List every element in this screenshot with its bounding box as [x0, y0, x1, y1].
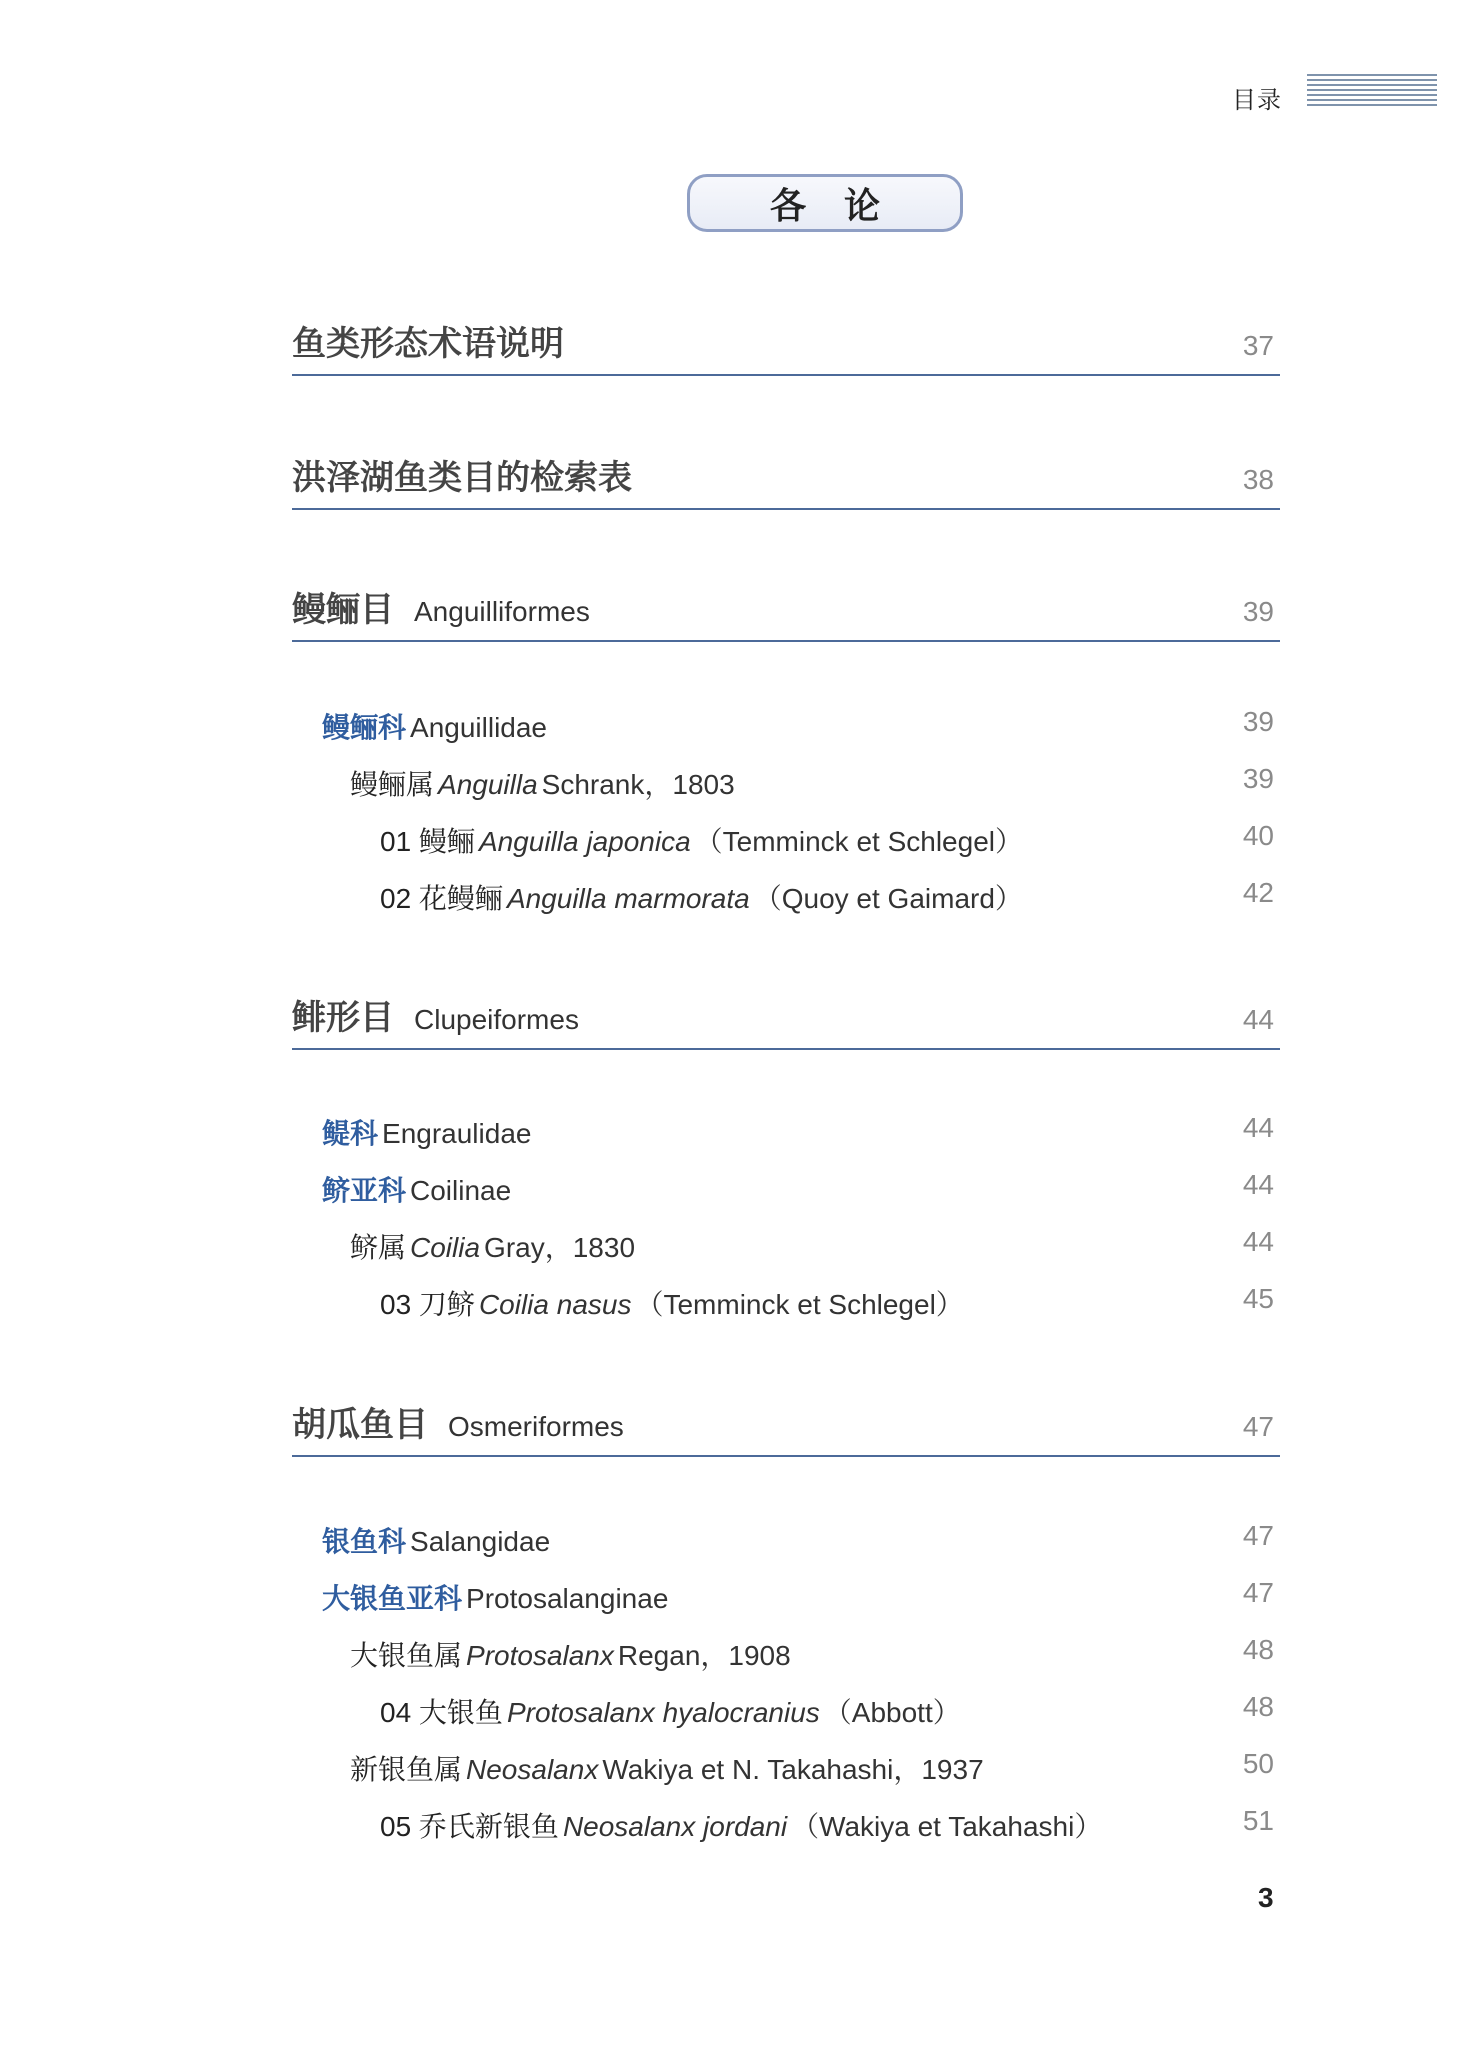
toc-entry-subfamily[interactable] [322, 1169, 1280, 1209]
entry-title: 04 大银鱼 [380, 1697, 503, 1728]
toc-entry-morphology-terms[interactable] [292, 316, 1280, 376]
toc-entry-species[interactable] [380, 877, 1280, 917]
entry-title: 01 鳗鲡 [380, 826, 475, 857]
header-decoration-lines [1307, 74, 1437, 112]
entry-latin: Salangidae [410, 1526, 551, 1557]
entry-latin: Anguilla marmorata [506, 883, 750, 914]
entry-authority: Gray，1830 [484, 1232, 636, 1263]
page-ref: 39 [1242, 763, 1274, 794]
page-ref: 47 [1242, 1411, 1274, 1442]
entry-authority: （Temminck et Schlegel） [694, 826, 1023, 857]
entry-latin: Anguilliformes [414, 596, 590, 627]
entry-latin: Engraulidae [382, 1118, 532, 1149]
entry-latin: Anguilla japonica [478, 826, 691, 857]
entry-latin: Anguillidae [410, 712, 548, 743]
entry-title: 鲱形目 [292, 998, 394, 1038]
entry-title: 鲚亚科 [322, 1175, 407, 1206]
toc-entry-species[interactable] [380, 820, 1280, 860]
entry-title: 鳗鲡属 [350, 769, 435, 800]
entry-authority: （Abbott） [823, 1697, 961, 1728]
page-ref: 39 [1242, 706, 1274, 737]
entry-title: 鳀科 [322, 1118, 379, 1149]
page-ref: 40 [1242, 820, 1274, 851]
toc-entry-anguilliformes[interactable] [292, 582, 1280, 642]
entry-authority: （Wakiya et Takahashi） [791, 1811, 1103, 1842]
entry-title: 鱼类形态术语说明 [292, 324, 564, 364]
entry-title: 银鱼科 [322, 1526, 407, 1557]
toc-entry-family[interactable] [322, 1112, 1280, 1152]
entry-latin: Coilinae [410, 1175, 512, 1206]
page-ref: 48 [1242, 1691, 1274, 1722]
toc-entry-subfamily[interactable] [322, 1577, 1280, 1617]
toc-entry-species[interactable] [380, 1805, 1280, 1845]
page-ref: 48 [1242, 1634, 1274, 1665]
entry-title: 大银鱼属 [350, 1640, 463, 1671]
entry-latin: Protosalanx [466, 1640, 614, 1671]
entry-latin: Coilia nasus [478, 1289, 632, 1320]
entry-latin: Clupeiformes [414, 1004, 579, 1035]
entry-title: 鳗鲡目 [292, 590, 394, 630]
page-number: 3 [1258, 1882, 1274, 1913]
entry-latin: Protosalanx hyalocranius [506, 1697, 820, 1728]
entry-title: 05 乔氏新银鱼 [380, 1811, 559, 1842]
header-label: 目录 [1232, 87, 1282, 114]
entry-title: 02 花鳗鲡 [380, 883, 503, 914]
entry-authority: Regan，1908 [617, 1640, 791, 1671]
toc-entry-clupeiformes[interactable] [292, 990, 1280, 1050]
page-ref: 44 [1242, 1112, 1274, 1143]
toc-entry-genus[interactable] [350, 1634, 1280, 1674]
section-title: 各论 [687, 174, 963, 232]
toc-entry-osmeriformes[interactable] [292, 1397, 1280, 1457]
toc-entry-species[interactable] [380, 1283, 1280, 1323]
toc-entry-family[interactable] [322, 706, 1280, 746]
entry-latin: Anguilla [438, 769, 538, 800]
entry-title: 新银鱼属 [350, 1754, 463, 1785]
page-ref: 47 [1242, 1577, 1274, 1608]
entry-authority: Schrank，1803 [541, 769, 735, 800]
entry-title: 鳗鲡科 [322, 712, 407, 743]
entry-title: 大银鱼亚科 [322, 1583, 463, 1614]
page-ref: 45 [1242, 1283, 1274, 1314]
page-ref: 44 [1242, 1226, 1274, 1257]
page-ref: 42 [1242, 877, 1274, 908]
page-ref: 47 [1242, 1520, 1274, 1551]
entry-latin: Coilia [410, 1232, 481, 1263]
entry-title: 胡瓜鱼目 [292, 1405, 428, 1445]
page-ref: 44 [1242, 1169, 1274, 1200]
entry-title: 洪泽湖鱼类目的检索表 [292, 458, 632, 498]
entry-latin: Neosalanx [466, 1754, 599, 1785]
toc-entry-genus[interactable] [350, 1748, 1280, 1788]
toc-entry-genus[interactable] [350, 763, 1280, 803]
entry-latin: Neosalanx jordani [562, 1811, 788, 1842]
page-ref: 37 [1242, 330, 1274, 361]
entry-authority: （Quoy et Gaimard） [753, 883, 1023, 914]
page-ref: 38 [1242, 464, 1274, 495]
page-ref: 39 [1242, 596, 1274, 627]
toc-entry-family[interactable] [322, 1520, 1280, 1560]
entry-latin: Protosalanginae [466, 1583, 669, 1614]
page-ref: 51 [1242, 1805, 1274, 1836]
entry-title: 鲚属 [350, 1232, 407, 1263]
page-ref: 44 [1242, 1004, 1274, 1035]
entry-authority: （Temminck et Schlegel） [635, 1289, 964, 1320]
page-ref: 50 [1242, 1748, 1274, 1779]
entry-title: 03 刀鲚 [380, 1289, 475, 1320]
toc-entry-order-key[interactable] [292, 450, 1280, 510]
entry-authority: Wakiya et N. Takahashi，1937 [602, 1754, 984, 1785]
toc-entry-genus[interactable] [350, 1226, 1280, 1266]
toc-entry-species[interactable] [380, 1691, 1280, 1731]
entry-latin: Osmeriformes [448, 1411, 624, 1442]
